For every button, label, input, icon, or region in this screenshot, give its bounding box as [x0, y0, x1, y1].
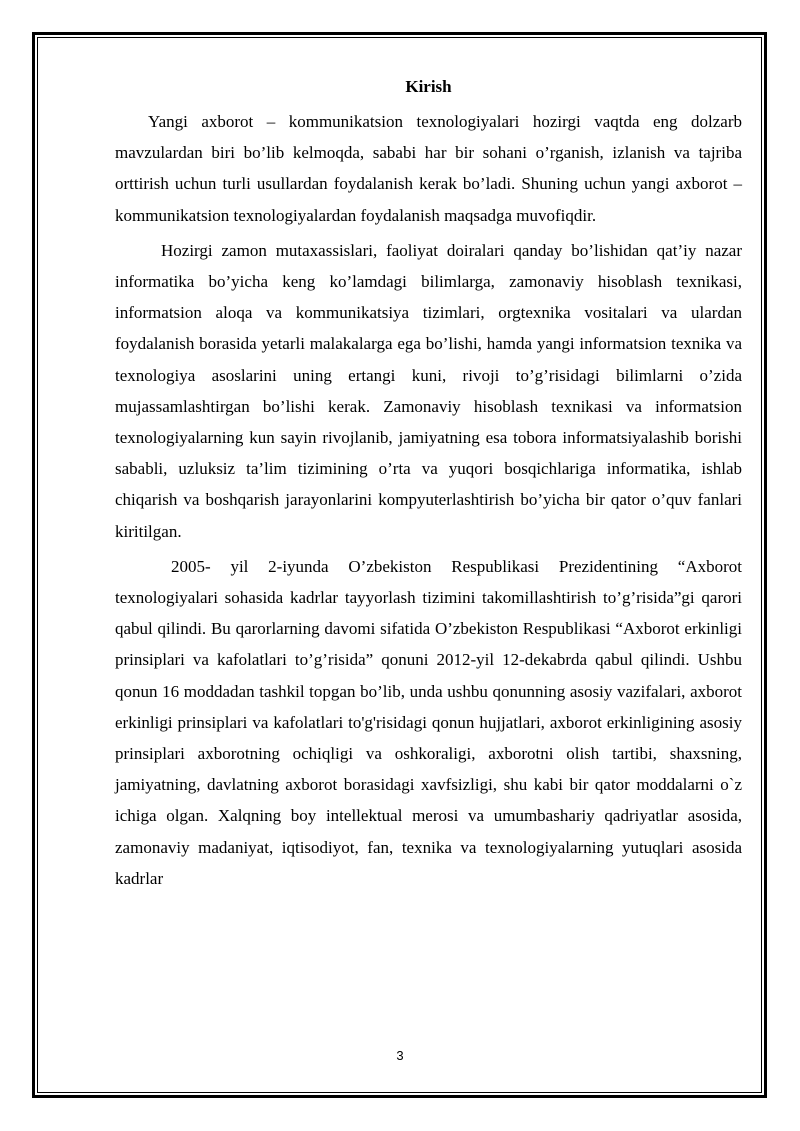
document-body: [115, 74, 742, 898]
paragraph-2: Hozirgi zamon mutaxassislari, faoliyat doiralari qanday bo’lishidan qat’iy nazar informatika bo’yicha keng ko’lamdagi bilimlarga, zamonaviy hisoblash texnikasi, informatsion aloqa va kommunikatsiya tizimlari, orgtexnika vositalari va ulardan foydalanish borasida yetarli malakalarga ega bo’lishi, hamda yangi informatsion texnika va texnologiya asoslarini uning ertangi kuni, rivoji to’g’risidagi bilimlarni o’zida mujassamlashtirgan bo’lishi kerak. Zamonaviy hisoblash texnikasi va informatsion texnologiyalarning kun sayin rivojlanib, jamiyatning esa tobora informatsiyalashib borishi sababli, uzluksiz ta’lim tizimining o’rta va yuqori bosqichlariga informatika, ishlab chiqarish va boshqarish jarayonlarini kompyuterlashtirish bo’yicha bir qator o’quv fanlari kiritilgan.: [115, 240, 742, 541]
paragraph-3: 2005- yil 2-iyunda O’zbekiston Respublikasi Prezidentining “Axborot texnologiyalari sohasida kadrlar tayyorlash tizimini takomillashtirish to’g’risida”gi qarori qabul qilindi. Bu qarorlarning davomi sifatida O’zbekiston Respublikasi “Axborot erkinligi prinsiplari va kafolatlari to’g’risida” qonuni 2012-yil 12-dekabrda qabul qilindi. Ushbu qonun 16 moddadan tashkil topgan bo’lib, unda ushbu qonunning asosiy vazifalari, axborot erkinligi prinsiplari va kafolatlari to'g'risidagi qonun hujjatlari, axborot erkinligining asosiy prinsiplari axborotning ochiqligi va oshkoraligi, axborotni olish tartibi, shaxsning, jamiyatning, davlatning axborot borasidagi xavfsizligi, shu kabi bir qator moddalarni o`z ichiga olgan. Xalqning boy intellektual merosi va umumbashariy qadriyatlar asosida, zamonaviy madaniyat, iqtisodiyot, fan, texnika va texnologiyalarning yutuqlari asosida kadrlar: [115, 556, 742, 888]
paragraph-1: Yangi axborot – kommunikatsion texnologiyalari hozirgi vaqtda eng dolzarb mavzulardan biri bo’lib kelmoqda, sababi har bir sohani o’rganish, izlanish va tajriba orttirish uchun turli usullardan foydalanish kerak bo’ladi. Shuning uchun yangi axborot – kommunikatsion texnologiyalardan foydalanish maqsadga muvofiqdir.: [115, 112, 742, 225]
document-title: Kirish: [405, 77, 452, 96]
page-number: 3: [396, 1048, 404, 1063]
